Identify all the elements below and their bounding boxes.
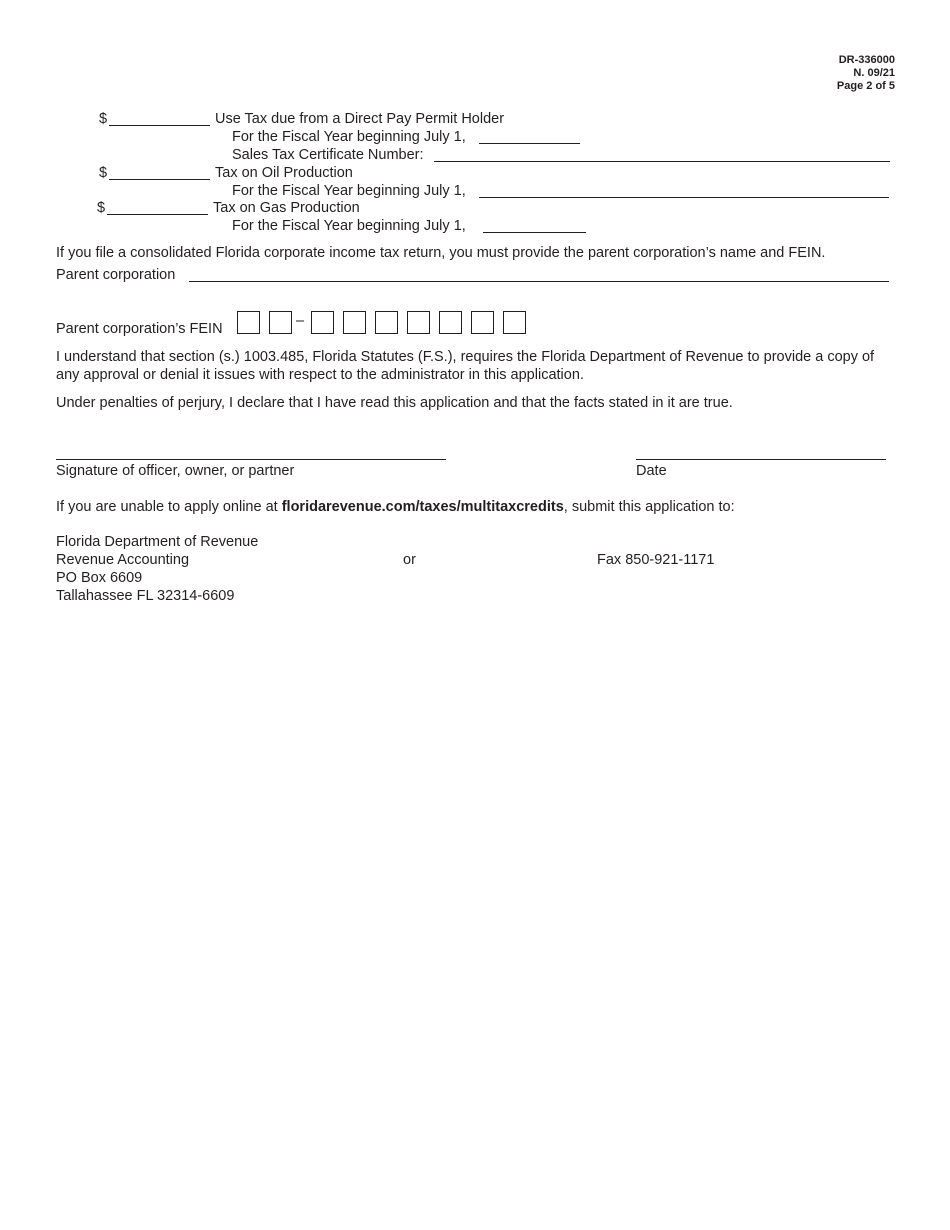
oil-tax-dollar-sign: $	[99, 165, 108, 181]
address-line-3: PO Box 6609	[56, 570, 143, 586]
date-field[interactable]	[636, 459, 886, 460]
fein-digit-box[interactable]	[439, 311, 462, 334]
online-url-link[interactable]: floridarevenue.com/taxes/multitaxcredits	[281, 499, 564, 515]
fax-number: Fax 850-921-1171	[597, 552, 715, 568]
parent-corporation-label: Parent corporation	[56, 267, 176, 283]
gas-tax-fiscal-year-field[interactable]	[483, 232, 586, 233]
fein-digit-box[interactable]	[311, 311, 334, 334]
use-tax-amount-field[interactable]	[109, 125, 210, 126]
fein-digit-box[interactable]	[471, 311, 494, 334]
form-revision: N. 09/21	[853, 67, 895, 79]
online-prefix: If you are unable to apply online at	[56, 499, 282, 515]
online-instructions	[56, 498, 735, 516]
fein-digit-box[interactable]	[375, 311, 398, 334]
address-line-1: Florida Department of Revenue	[56, 534, 259, 550]
use-tax-dollar-sign: $	[99, 111, 108, 127]
or-separator: or	[403, 552, 416, 568]
use-tax-fiscal-year-label: For the Fiscal Year beginning July 1,	[232, 129, 466, 145]
sales-tax-certificate-field[interactable]	[434, 161, 890, 162]
form-number: DR-336000	[838, 54, 895, 66]
fein-digit-box[interactable]	[503, 311, 526, 334]
oil-tax-fiscal-year-field[interactable]	[479, 197, 889, 198]
fein-digit-box[interactable]	[407, 311, 430, 334]
page-number: Page 2 of 5	[836, 80, 895, 92]
statute-paragraph: I understand that section (s.) 1003.485, Florida Statutes (F.S.), requires the Florida Department of Revenue to provide a copy of any approval or denial it issues with respect to the administrator in this application.	[56, 349, 875, 383]
use-tax-fiscal-year-field[interactable]	[479, 143, 580, 144]
gas-tax-dollar-sign: $	[97, 200, 106, 216]
oil-tax-label: Tax on Oil Production	[215, 165, 353, 181]
gas-tax-label: Tax on Gas Production	[213, 200, 360, 216]
oil-tax-amount-field[interactable]	[109, 179, 210, 180]
fein-dash: –	[296, 313, 305, 329]
address-line-2: Revenue Accounting	[56, 552, 190, 568]
signature-field[interactable]	[56, 459, 446, 460]
date-label: Date	[636, 463, 667, 479]
gas-tax-amount-field[interactable]	[107, 214, 208, 215]
gas-tax-fiscal-year-label: For the Fiscal Year beginning July 1,	[232, 218, 466, 234]
oil-tax-fiscal-year-label: For the Fiscal Year beginning July 1,	[232, 183, 466, 199]
perjury-declaration: Under penalties of perjury, I declare that I have read this application and that the facts stated in it are true.	[56, 395, 733, 411]
address-line-4: Tallahassee FL 32314-6609	[56, 588, 235, 604]
signature-label: Signature of officer, owner, or partner	[56, 463, 295, 479]
use-tax-label: Use Tax due from a Direct Pay Permit Holder	[215, 111, 505, 127]
fein-digit-box[interactable]	[237, 311, 260, 334]
online-suffix: , submit this application to:	[563, 499, 735, 515]
sales-tax-certificate-label: Sales Tax Certificate Number:	[232, 147, 424, 163]
fein-digit-box[interactable]	[343, 311, 366, 334]
fein-digit-box[interactable]	[269, 311, 292, 334]
parent-corporation-field[interactable]	[189, 281, 889, 282]
consolidated-return-note: If you file a consolidated Florida corporate income tax return, you must provide the parent corporation’s name and FEIN.	[56, 245, 826, 261]
fein-label: Parent corporation’s FEIN	[56, 321, 223, 337]
